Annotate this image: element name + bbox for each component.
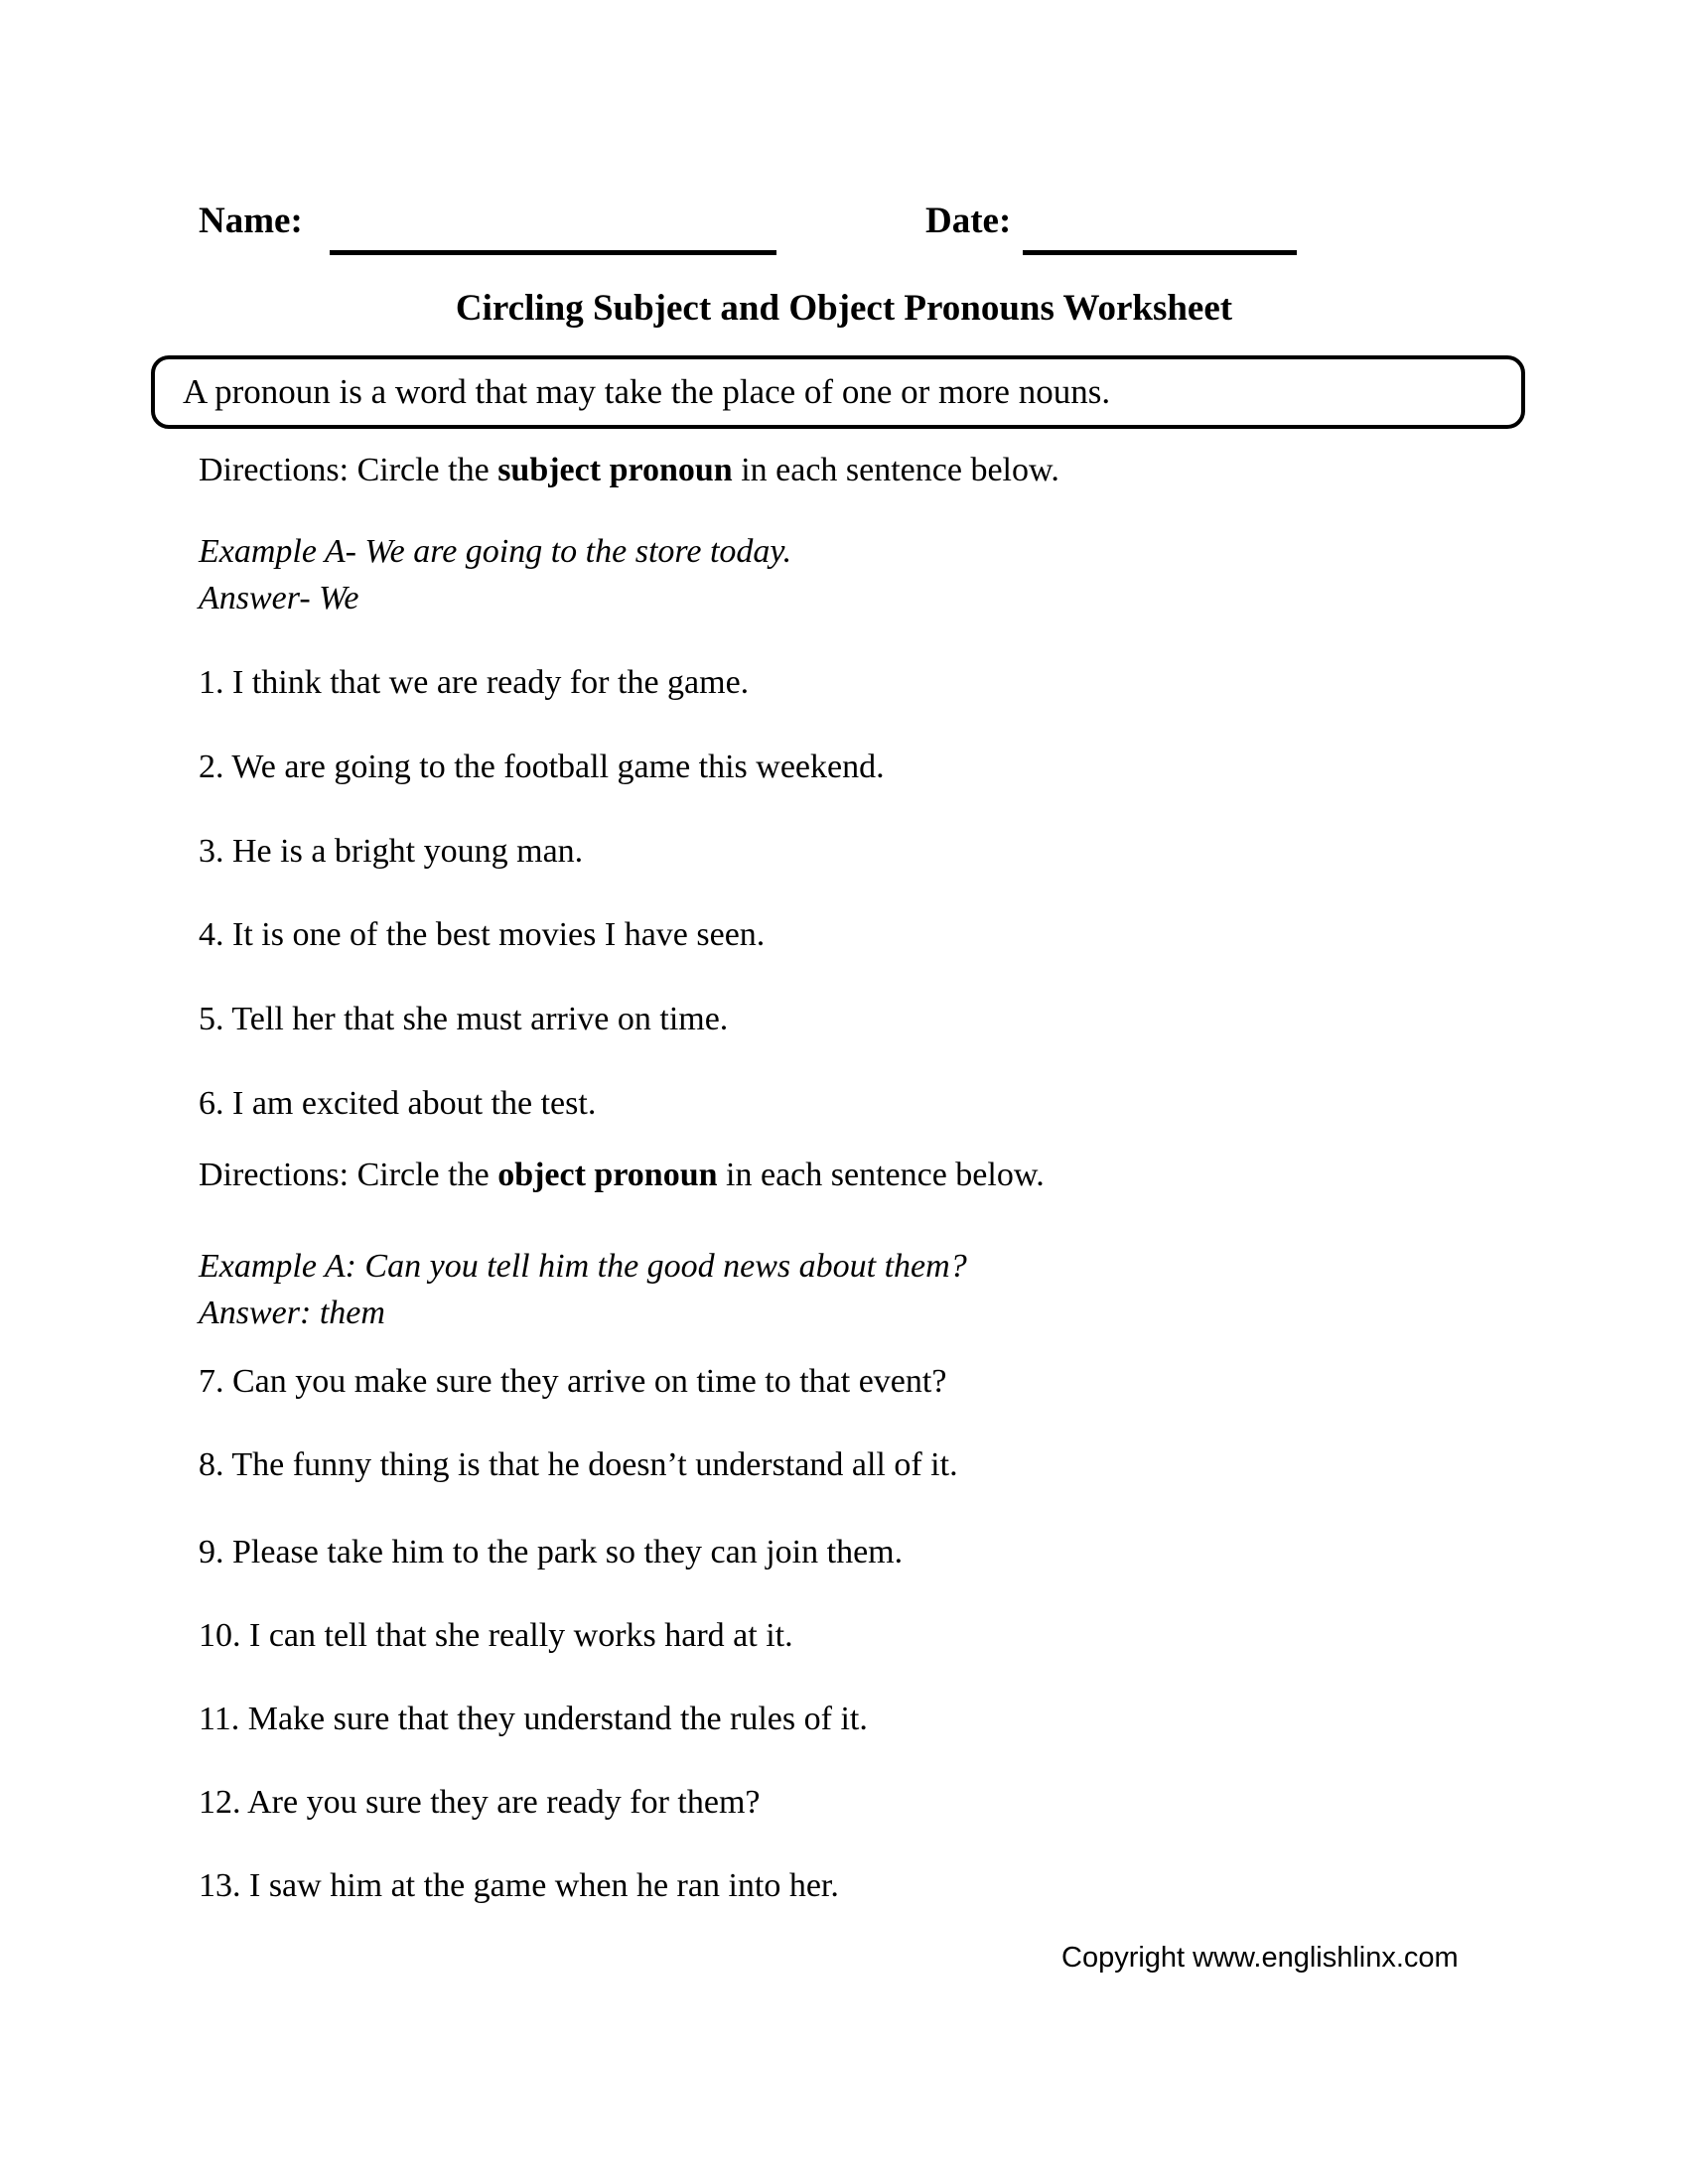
subject-directions-term: subject pronoun <box>497 452 733 488</box>
subject-example-answer: Answer- We <box>199 580 359 616</box>
sentence-item-8: 8. The funny thing is that he doesn’t understand all of it. <box>199 1446 958 1483</box>
sentence-item-7: 7. Can you make sure they arrive on time to that event? <box>199 1363 947 1400</box>
sentence-item-13: 13. I saw him at the game when he ran into her. <box>199 1867 839 1904</box>
date-blank-line <box>1023 250 1297 255</box>
subject-directions-prefix: Directions: Circle the <box>199 452 498 488</box>
object-example-answer: Answer: them <box>199 1295 385 1331</box>
name-label: Name: <box>199 201 303 241</box>
object-example-sentence: Example A: Can you tell him the good news about them? <box>199 1248 967 1285</box>
definition-text: A pronoun is a word that may take the place of one or more nouns. <box>183 372 1111 411</box>
subject-example-sentence: Example A- We are going to the store today. <box>199 533 792 570</box>
sentence-item-5: 5. Tell her that she must arrive on time. <box>199 1001 729 1037</box>
sentence-item-11: 11. Make sure that they understand the rules of it. <box>199 1701 868 1737</box>
sentence-item-1: 1. I think that we are ready for the game. <box>199 664 750 701</box>
sentence-item-12: 12. Are you sure they are ready for them? <box>199 1784 761 1821</box>
sentence-item-10: 10. I can tell that she really works hard at it. <box>199 1617 793 1654</box>
definition-box <box>151 355 1525 429</box>
copyright-text: Copyright www.englishlinx.com <box>1061 1942 1459 1974</box>
worksheet-title: Circling Subject and Object Pronouns Worksheet <box>455 288 1233 329</box>
sentence-item-3: 3. He is a bright young man. <box>199 833 584 870</box>
name-blank-line <box>330 250 776 255</box>
sentence-item-2: 2. We are going to the football game this weekend. <box>199 749 885 785</box>
object-directions-term: object pronoun <box>497 1157 718 1193</box>
sentence-item-6: 6. I am excited about the test. <box>199 1085 597 1122</box>
sentence-item-9: 9. Please take him to the park so they can join them. <box>199 1534 904 1570</box>
subject-directions <box>199 452 1059 489</box>
date-label: Date: <box>925 201 1012 241</box>
sentence-item-4: 4. It is one of the best movies I have seen. <box>199 916 766 953</box>
object-directions-suffix: in each sentence below. <box>717 1157 1045 1193</box>
object-example <box>199 1243 967 1336</box>
object-directions-prefix: Directions: Circle the <box>199 1157 498 1193</box>
subject-example <box>199 528 791 621</box>
object-directions <box>199 1157 1045 1194</box>
subject-directions-suffix: in each sentence below. <box>732 452 1059 488</box>
